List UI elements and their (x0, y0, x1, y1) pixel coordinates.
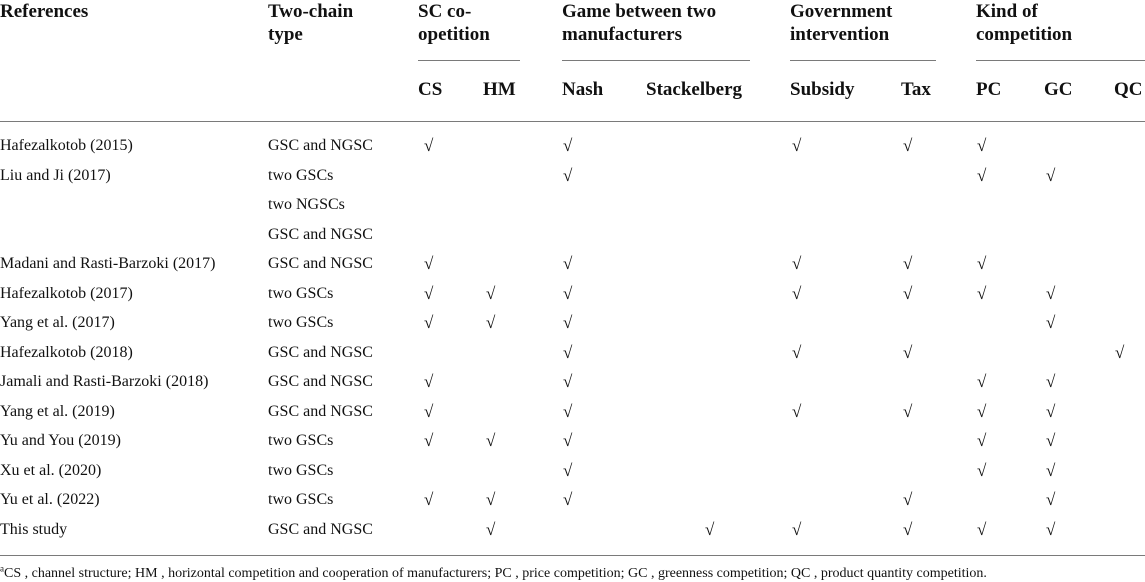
table-row (0, 308, 1145, 338)
reference-cell: Hafezalkotob (2017) (0, 284, 133, 302)
reference-cell: Hafezalkotob (2018) (0, 343, 133, 361)
two-chain-type-cell: two GSCs (268, 432, 334, 449)
header-sc-coopetition (418, 0, 490, 46)
header-sc-coopetition-line1: SC co- (418, 1, 472, 22)
subheader-nash: Nash (562, 79, 604, 100)
check-mark-pc: √ (977, 372, 987, 391)
check-mark-pc: √ (977, 460, 987, 480)
check-mark-pc: √ (977, 165, 987, 185)
check-mark-gc: √ (1046, 165, 1056, 185)
header-two-chain-type (268, 0, 353, 46)
check-mark-nash: √ (563, 313, 573, 332)
check-mark-cs: √ (424, 401, 434, 421)
table-row (0, 397, 1145, 427)
check-mark-nash: √ (563, 490, 573, 509)
check-mark-pc: √ (977, 283, 987, 303)
two-chain-type-cell: two GSCs (268, 166, 334, 184)
header-references: References (0, 1, 89, 22)
subheader-subsidy: Subsidy (790, 79, 855, 100)
check-mark-tax: √ (903, 490, 913, 509)
rule-competition (976, 60, 1145, 61)
check-mark-nash: √ (563, 431, 573, 450)
header-kind-of-competition (976, 0, 1072, 46)
header-government-intervention (790, 0, 892, 46)
check-mark-gc: √ (1046, 372, 1056, 391)
check-mark-subsidy: √ (792, 519, 802, 539)
check-mark-gc: √ (1046, 283, 1056, 303)
check-mark-nash: √ (563, 254, 573, 273)
reference-cell: Yang et al. (2017) (0, 314, 115, 331)
rule-header-bottom (0, 121, 1145, 122)
check-mark-hm: √ (486, 519, 496, 539)
subheader-hm: HM (483, 79, 516, 100)
check-mark-gc: √ (1046, 313, 1056, 332)
check-mark-hm: √ (486, 313, 496, 332)
check-mark-subsidy: √ (792, 342, 802, 362)
check-mark-tax: √ (903, 401, 913, 421)
check-mark-pc: √ (977, 254, 987, 273)
subheader-stackelberg: Stackelberg (646, 79, 743, 100)
subheader-cs: CS (418, 79, 443, 100)
check-mark-hm: √ (486, 490, 496, 509)
check-mark-subsidy: √ (792, 401, 802, 421)
table-row (0, 131, 1145, 161)
check-mark-pc: √ (977, 401, 987, 421)
subheader-pc: PC (976, 79, 1002, 100)
check-mark-pc: √ (977, 519, 987, 539)
table-row (0, 220, 1145, 250)
two-chain-type-cell: two GSCs (268, 284, 334, 302)
check-mark-gc: √ (1046, 490, 1056, 509)
check-mark-tax: √ (903, 342, 913, 362)
reference-cell: Hafezalkotob (2015) (0, 137, 133, 154)
header-government-line2: intervention (790, 24, 890, 45)
check-mark-gc: √ (1046, 401, 1056, 421)
check-mark-pc: √ (977, 136, 987, 155)
check-mark-nash: √ (563, 460, 573, 480)
two-chain-type-cell: two GSCs (268, 314, 334, 331)
table-row (0, 190, 1145, 220)
header-government-line1: Government (790, 1, 893, 22)
check-mark-tax: √ (903, 283, 913, 303)
reference-cell: This study (0, 520, 68, 538)
reference-cell: Jamali and Rasti-Barzoki (2018) (0, 373, 209, 390)
check-mark-cs: √ (424, 313, 434, 332)
rule-sc-coopetition (418, 60, 520, 61)
footnote-marker: a (0, 563, 4, 574)
check-mark-cs: √ (424, 254, 434, 273)
check-mark-gc: √ (1046, 519, 1056, 539)
header-game-between-manufacturers (562, 0, 716, 46)
table-row (0, 338, 1145, 368)
check-mark-nash: √ (563, 372, 573, 391)
header-game-line1: Game between two (562, 1, 717, 22)
check-mark-tax: √ (903, 254, 913, 273)
table-row (0, 367, 1145, 397)
check-mark-gc: √ (1046, 431, 1056, 450)
check-mark-nash: √ (563, 401, 573, 421)
reference-cell: Yu et al. (2022) (0, 491, 100, 508)
header-competition-line1: Kind of (976, 1, 1038, 22)
check-mark-cs: √ (424, 372, 434, 391)
table-row (0, 249, 1145, 279)
table-row (0, 456, 1145, 486)
header-two-chain-type-line2: type (268, 24, 303, 45)
table-footnote (0, 563, 987, 582)
table-row (0, 161, 1145, 191)
reference-cell: Liu and Ji (2017) (0, 166, 111, 184)
header-two-chain-type-line1: Two-chain (268, 1, 354, 22)
check-mark-qc: √ (1115, 342, 1125, 362)
two-chain-type-cell: GSC and NGSC (268, 137, 373, 154)
check-mark-cs: √ (424, 283, 434, 303)
two-chain-type-cell: GSC and NGSC (268, 373, 373, 390)
check-mark-nash: √ (563, 342, 573, 362)
check-mark-cs: √ (424, 490, 434, 509)
table-row (0, 279, 1145, 309)
two-chain-type-cell: GSC and NGSC (268, 343, 373, 361)
check-mark-tax: √ (903, 136, 913, 155)
rule-table-bottom (0, 555, 1145, 556)
rule-government (790, 60, 936, 61)
two-chain-type-cell: two GSCs (268, 461, 334, 479)
table-row (0, 426, 1145, 456)
header-game-line2: manufacturers (562, 24, 682, 45)
check-mark-nash: √ (563, 165, 573, 185)
two-chain-type-cell: GSC and NGSC (268, 255, 373, 272)
two-chain-type-cell: two NGSCs (268, 196, 345, 213)
check-mark-stackelberg: √ (705, 519, 715, 539)
table-row (0, 515, 1145, 545)
check-mark-nash: √ (563, 136, 573, 155)
rule-game (562, 60, 750, 61)
two-chain-type-cell: GSC and NGSC (268, 520, 373, 538)
subheader-tax: Tax (901, 79, 931, 100)
subheader-gc: GC (1044, 79, 1073, 100)
check-mark-subsidy: √ (792, 136, 802, 155)
subheader-qc: QC (1114, 79, 1143, 100)
check-mark-tax: √ (903, 519, 913, 539)
reference-cell: Yu and You (2019) (0, 432, 121, 449)
two-chain-type-cell: two GSCs (268, 491, 334, 508)
check-mark-pc: √ (977, 431, 987, 450)
two-chain-type-cell: GSC and NGSC (268, 225, 373, 243)
check-mark-gc: √ (1046, 460, 1056, 480)
reference-cell: Yang et al. (2019) (0, 402, 115, 420)
check-mark-hm: √ (486, 431, 496, 450)
check-mark-subsidy: √ (792, 254, 802, 273)
check-mark-subsidy: √ (792, 283, 802, 303)
two-chain-type-cell: GSC and NGSC (268, 402, 373, 420)
table-row (0, 485, 1145, 515)
header-competition-line2: competition (976, 24, 1073, 45)
check-mark-cs: √ (424, 431, 434, 450)
check-mark-nash: √ (563, 283, 573, 303)
header-sc-coopetition-line2: opetition (418, 24, 490, 45)
check-mark-hm: √ (486, 283, 496, 303)
check-mark-cs: √ (424, 136, 434, 155)
reference-cell: Madani and Rasti-Barzoki (2017) (0, 255, 216, 272)
reference-cell: Xu et al. (2020) (0, 461, 102, 479)
footnote-text: CS , channel structure; HM , horizontal competition and cooperation of manufacturers; PC , price competition; GC , greenness competition; QC , product quantity competition. (4, 566, 987, 581)
